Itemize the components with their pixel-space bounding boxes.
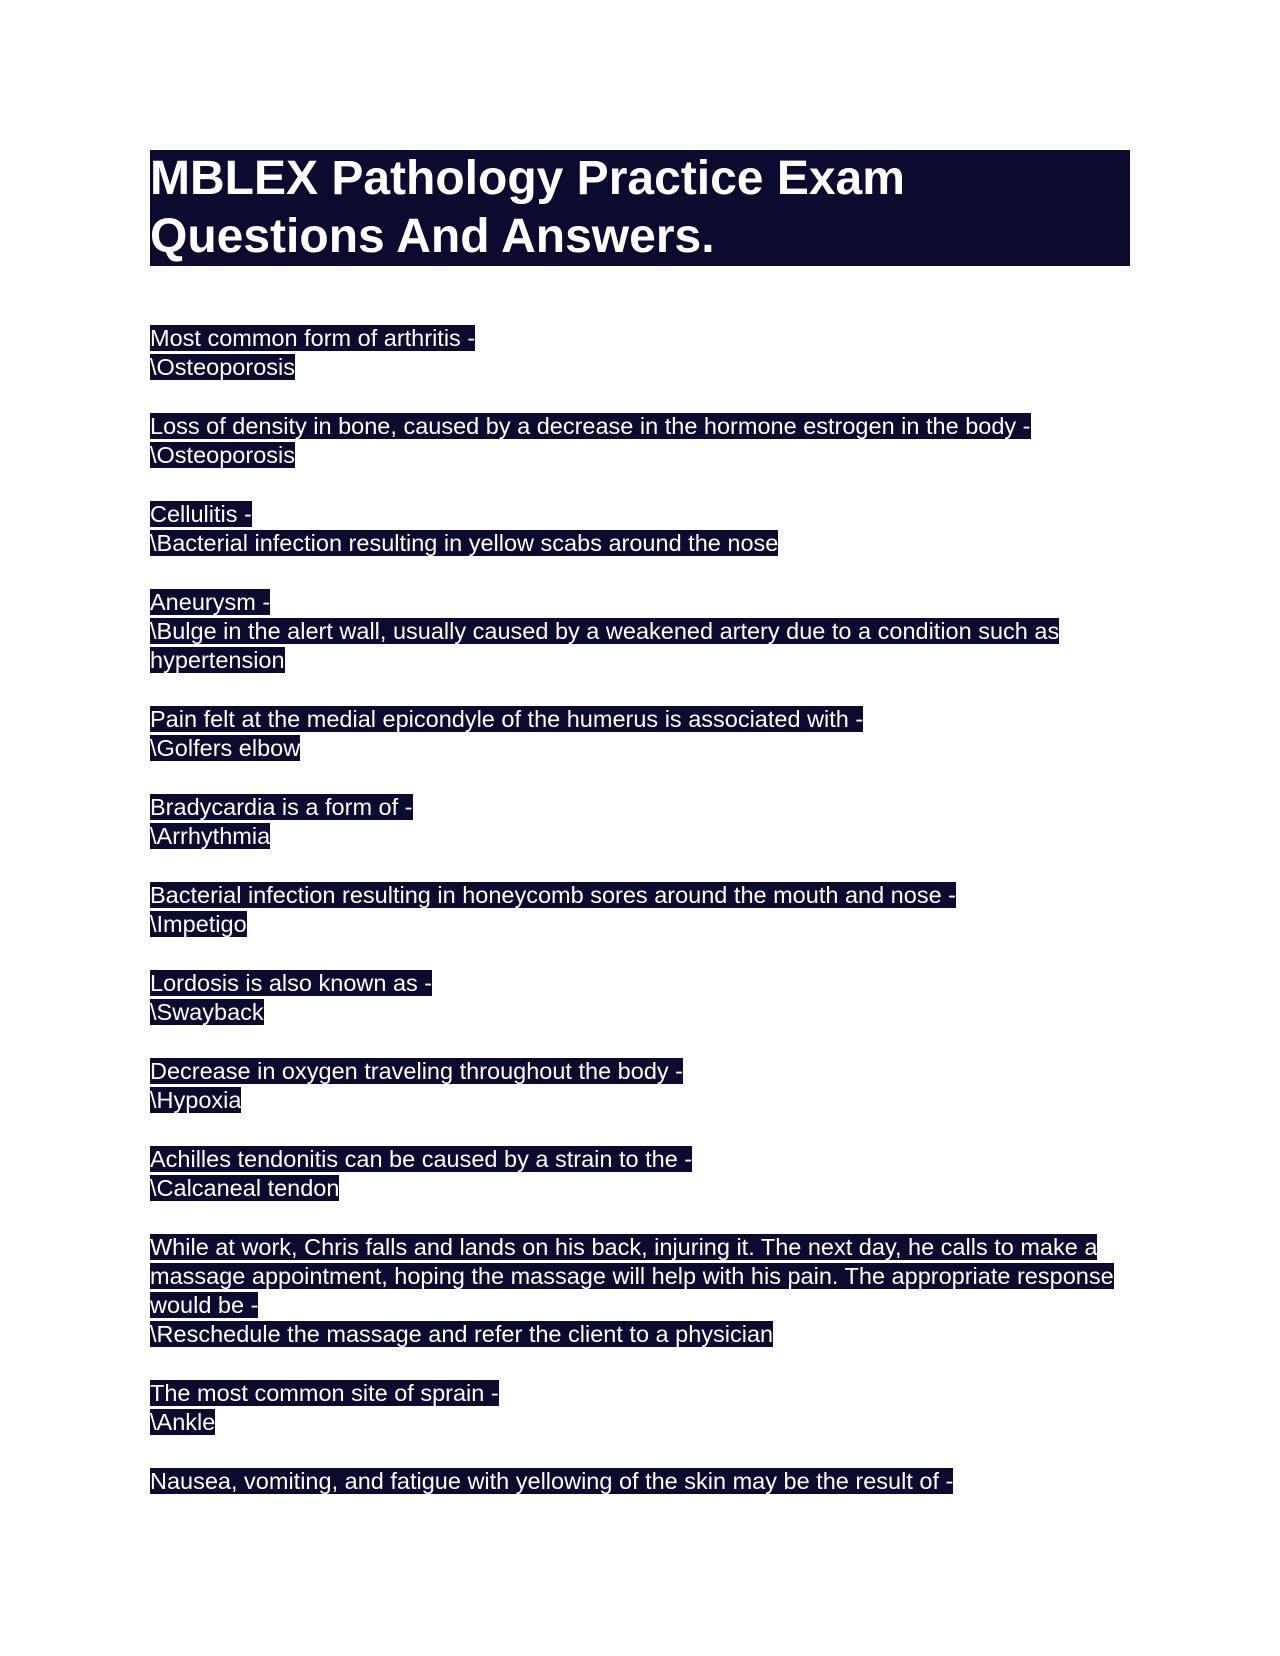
qa-item xyxy=(150,1145,1130,1203)
question-text: Decrease in oxygen traveling throughout the body - xyxy=(150,1058,683,1084)
answer-text: \Reschedule the massage and refer the client to a physician xyxy=(150,1321,774,1347)
answer-text: \Hypoxia xyxy=(150,1087,242,1113)
answer-text: \Golfers elbow xyxy=(150,735,301,761)
document-page xyxy=(150,150,1130,1526)
question-text: Lordosis is also known as - xyxy=(150,970,433,996)
qa-item xyxy=(150,500,1130,558)
question-text: Bacterial infection resulting in honeycomb sores around the mouth and nose - xyxy=(150,882,956,908)
question-text: Cellulitis - xyxy=(150,501,252,527)
question-text: Achilles tendonitis can be caused by a strain to the - xyxy=(150,1146,693,1172)
answer-text: \Ankle xyxy=(150,1409,216,1435)
qa-item xyxy=(150,969,1130,1027)
answer-text: \Bulge in the alert wall, usually caused by a weakened artery due to a condition such as hypertension xyxy=(150,618,1060,673)
qa-item xyxy=(150,412,1130,470)
qa-list xyxy=(150,324,1130,1496)
qa-item xyxy=(150,1233,1130,1349)
qa-item xyxy=(150,705,1130,763)
answer-text: \Swayback xyxy=(150,999,264,1025)
answer-text: \Calcaneal tendon xyxy=(150,1175,340,1201)
question-text: Loss of density in bone, caused by a decrease in the hormone estrogen in the body - xyxy=(150,413,1031,439)
document-title: MBLEX Pathology Practice Exam Questions And Answers. xyxy=(150,150,1130,266)
question-text: Bradycardia is a form of - xyxy=(150,794,413,820)
qa-item xyxy=(150,1057,1130,1115)
qa-item xyxy=(150,588,1130,675)
answer-text: \Arrhythmia xyxy=(150,823,271,849)
qa-item xyxy=(150,324,1130,382)
answer-text: \Osteoporosis xyxy=(150,354,295,380)
qa-item xyxy=(150,1379,1130,1437)
qa-item xyxy=(150,1467,1130,1496)
answer-text: \Bacterial infection resulting in yellow scabs around the nose xyxy=(150,530,779,556)
question-text: Nausea, vomiting, and fatigue with yellowing of the skin may be the result of - xyxy=(150,1468,954,1494)
question-text: Aneurysm - xyxy=(150,589,271,615)
question-text: Most common form of arthritis - xyxy=(150,325,476,351)
answer-text: \Osteoporosis xyxy=(150,442,295,468)
question-text: Pain felt at the medial epicondyle of the humerus is associated with - xyxy=(150,706,864,732)
qa-item xyxy=(150,881,1130,939)
qa-item xyxy=(150,793,1130,851)
answer-text: \Impetigo xyxy=(150,911,247,937)
question-text: The most common site of sprain - xyxy=(150,1380,499,1406)
question-text: While at work, Chris falls and lands on his back, injuring it. The next day, he calls to make a massage appointment, hoping the massage will help with his pain. The appropriate response would be - xyxy=(150,1234,1114,1318)
